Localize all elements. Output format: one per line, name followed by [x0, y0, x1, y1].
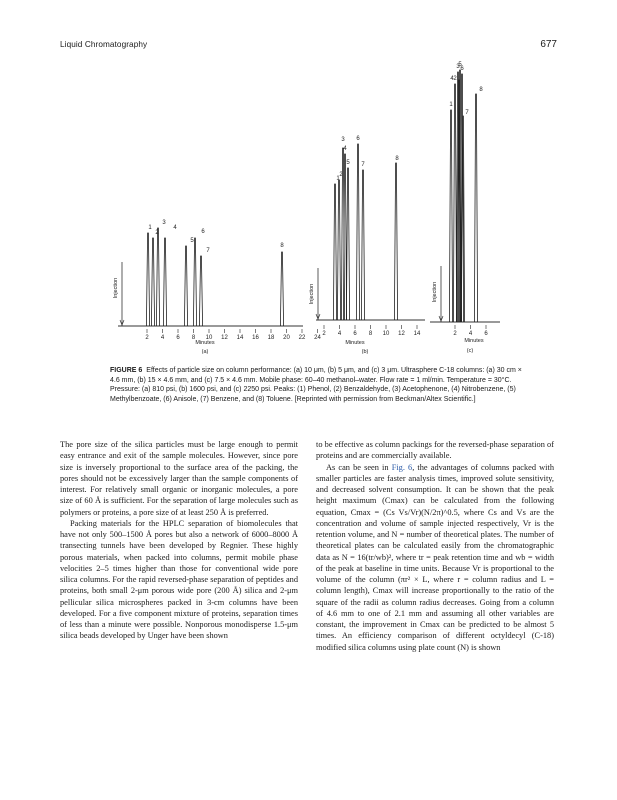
- peak-label: 2: [339, 172, 343, 178]
- body-column-left: [60, 439, 298, 642]
- figure-caption: [110, 366, 523, 404]
- peak-label: 1: [148, 225, 152, 231]
- panel-label: (c): [466, 348, 474, 354]
- axis-tick-label: 4: [160, 335, 165, 341]
- peak-label: 8: [479, 87, 483, 93]
- axis-tick-label: 6: [176, 335, 180, 341]
- peak-label: 6: [201, 229, 205, 235]
- figure-6-chromatograms: [0, 0, 617, 362]
- axis-tick-label: 2: [322, 331, 326, 337]
- chromatogram-panel-c: [430, 62, 500, 354]
- axis-tick-label: 12: [221, 335, 228, 341]
- chromatogram-peak: [163, 238, 166, 326]
- peak-label: 4: [343, 146, 347, 152]
- chromatogram-peak: [337, 180, 340, 320]
- axis-tick-label: 6: [353, 331, 357, 337]
- chromatogram-peak: [453, 84, 456, 322]
- injection-axis-label: Injection: [113, 277, 119, 299]
- peak-label: 2: [155, 230, 159, 236]
- injection-axis-label: Injection: [432, 281, 438, 303]
- peak-label: 3: [162, 220, 166, 226]
- chromatogram-peak: [156, 228, 159, 326]
- peak-label: 5: [190, 238, 194, 244]
- chromatogram-peak: [333, 184, 336, 320]
- peak-label: 8: [280, 243, 284, 249]
- axis-tick-label: 20: [283, 335, 290, 341]
- chromatogram-peak: [146, 233, 149, 326]
- chromatogram-peak: [193, 238, 196, 326]
- chromatogram-peak: [199, 256, 202, 326]
- peak-label: 5: [346, 160, 350, 166]
- figure-reference-link[interactable]: Fig. 6: [391, 462, 413, 472]
- panel-label: (a): [201, 349, 209, 355]
- figure-caption-text: Effects of particle size on column performance: (a) 10 μm, (b) 5 μm, and (c) 3 μm. Ultrasphere C-18 columns: (a) 30 cm × 4.6 mm, (b) 15 × 4.6 mm, and (c) 7.5 × 4.6 mm. Mobile phase: 60–40 methanol–water. Flow rate = 1 ml/min. Temperature = 30°C. Pressure: (a) 810 psi, (b) 1600 psi, and (c) 2250 psi. Peaks: (1) Phenol, (2) Benzaldehyde, (3) Acetophenone, (4) Nitrobenzene, (5) Methylbenzoate, (6) Anisole, (7) Benzene, and (8) Toluene. [Reprinted with permission from Beckman/Altex Scientific.]: [110, 367, 522, 403]
- x-axis-title: Minutes: [195, 340, 215, 346]
- peak-label: 8: [395, 156, 399, 162]
- axis-tick-label: 8: [191, 335, 196, 341]
- peak-label: 5: [458, 62, 462, 68]
- peak-label: 6: [356, 136, 360, 142]
- axis-tick-label: 4: [468, 331, 473, 337]
- axis-tick-label: 24: [314, 335, 321, 341]
- figure-caption-label: FIGURE 6: [110, 367, 143, 374]
- axis-tick-label: 8: [368, 331, 373, 337]
- chromatogram-peak: [280, 252, 283, 326]
- peak-label: 1: [336, 176, 340, 182]
- peak-label: 7: [206, 248, 210, 254]
- axis-tick-label: 10: [205, 335, 213, 341]
- axis-tick-label: 18: [267, 335, 275, 341]
- chromatogram-peak: [394, 163, 397, 320]
- page-number: 677: [540, 39, 557, 50]
- body-text: As can be seen in: [326, 462, 392, 472]
- body-column-right: [316, 439, 554, 653]
- peak-label: 6: [460, 66, 464, 72]
- axis-tick-label: 12: [398, 331, 405, 337]
- axis-tick-label: 16: [252, 335, 259, 341]
- axis-tick-label: 22: [298, 335, 306, 341]
- chromatogram-peak: [474, 94, 477, 322]
- injection-axis-label: Injection: [309, 283, 315, 305]
- body-paragraph: [316, 462, 554, 653]
- body-paragraph: The pore size of the silica particles must be large enough to permit easy entrance and exit of the sample molecules. However, since pore size is inversely proportional to the surface area of the packing, the pores should not be excessively larger than the sample components of interest. For relatively small organic or inorganic molecules, a pore size of 60 Å is sufficient. For the separation of large molecules such as polymers or proteins, a pore size of at least 250 Å is preferred.: [60, 440, 298, 517]
- body-paragraph: to be effective as column packings for the reversed-phase separation of proteins and are commercially available.: [316, 440, 554, 461]
- x-axis-title: Minutes: [464, 338, 484, 344]
- peak-label: 3: [456, 64, 460, 70]
- running-title: Liquid Chromatography: [60, 40, 148, 49]
- axis-tick-label: 2: [145, 335, 149, 341]
- chromatogram-panel-b: [309, 136, 425, 355]
- axis-tick-label: 2: [453, 331, 457, 337]
- axis-tick-label: 10: [382, 331, 390, 337]
- chromatogram-peak: [346, 168, 349, 320]
- body-paragraph: Packing materials for the HPLC separation of biomolecules that have not only 500–1500 Å pores but also a network of 6000–8000 Å transecting tunnels have been developed by Regnier. These highly porous materials, when packed into columns, permit mobile phase velocities 2–5 times higher than those for conventional wide pore silica columns. For the rapid reversed-phase separation of peptides and proteins, both small 2-μm porous wide pore (200 Å) silica and 2-μm pellicular silica microspheres packed in 3-cm columns have been developed. For a five component mixture of proteins, separation times of less than a minute were possible. Nonporous monodisperse 1.5-μm silica beads developed by Unger have been shown: [60, 518, 298, 641]
- chromatogram-peak: [151, 238, 154, 326]
- chromatogram-panel-a: [113, 220, 321, 355]
- peak-label: 1: [449, 102, 453, 108]
- peak-label: 7: [361, 162, 365, 168]
- chromatogram-peak: [356, 144, 359, 320]
- axis-tick-label: 6: [484, 331, 488, 337]
- axis-tick-label: 14: [236, 335, 244, 341]
- axis-tick-label: 14: [413, 331, 421, 337]
- x-axis-title: Minutes: [345, 340, 365, 346]
- peak-label: 2: [453, 76, 457, 82]
- chromatogram-peak: [184, 246, 187, 326]
- peak-label: 4: [450, 76, 454, 82]
- peak-label: 7: [465, 110, 469, 116]
- peak-label: 3: [341, 137, 345, 143]
- panel-label: (b): [361, 349, 369, 355]
- chromatogram-peak: [449, 110, 452, 322]
- chromatogram-peak: [361, 170, 364, 320]
- body-text: , the advantages of columns packed with smaller particles are faster analysis times, improved solute sensitivity, and decreased solvent consumption. It can be shown that the peak height maximum (Cmax) can be calculated from the following equation, Cmax = (Cs Vs/Vr)(N/2π)^0.5, where Cs and Vs are the concentration and volume of sample injected respectively, Vr is the retention volume, and N = number of theoretical plates. The number of theoretical plates can be calculated easily from the chromatographic data as N = 16(tr/wb)², where tr = peak retention time and wb = width of the peak at baseline in time units. Because Vr is proportional to the volume of the column (πr² × L, where r = column radius and L = column length), Cmax will increase proportionally to the ratio of the square of the radii as column radius decreases. Going from a column of 4.6 mm to one of 2.1 mm and assuming all other variables are constant, the improvement in Cmax can be predicted to be almost 5 times. An efficiency comparison of different octyldecyl (C-18) modified silica columns using plate count (N) is shown: [316, 462, 554, 652]
- axis-tick-label: 4: [337, 331, 342, 337]
- peak-label: 4: [173, 225, 177, 231]
